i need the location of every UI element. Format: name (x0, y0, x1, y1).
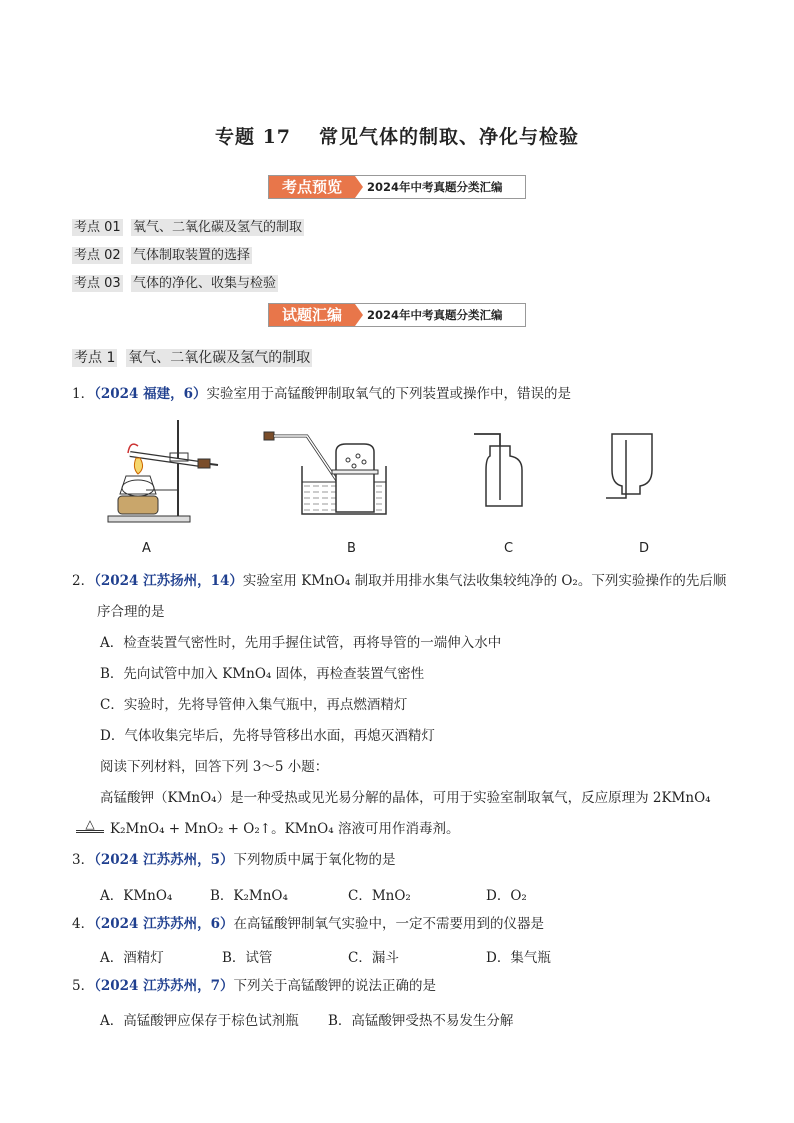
option: D．O₂ (486, 888, 527, 904)
question-5: 5．（2024 江苏苏州，7）下列关于高锰酸钾的说法正确的是 (72, 978, 437, 994)
option: A．酒精灯 (100, 950, 164, 966)
question-4: 4．（2024 江苏苏州，6）在高锰酸钾制氧气实验中，一定不需要用到的仪器是 (72, 916, 545, 932)
option: D．集气瓶 (486, 950, 551, 966)
question-2: 2．（2024 江苏扬州，14）实验室用 KMnO₄ 制取并用排水集气法收集较纯净的 O₂。下列实验操作的先后顺 (72, 573, 727, 589)
option: C．MnO₂ (348, 888, 411, 904)
title-number: 专题 17 (214, 126, 292, 148)
material-line-1: 高锰酸钾（KMnO₄）是一种受热或见光易分解的晶体，可用于实验室制取氧气，反应原理为 2KMnO₄ (100, 790, 711, 806)
badge-subtitle: 2024年中考真题分类汇编 (367, 180, 503, 194)
material-intro: 阅读下列材料，回答下列 3～5 小题： (100, 759, 329, 775)
option: B．先向试管中加入 KMnO₄ 固体，再检查装置气密性 (100, 666, 425, 682)
kaodian-item: 考点 01 氧气、二氧化碳及氢气的制取 (74, 220, 302, 235)
option: A．检查装置气密性时，先用手握住试管，再将导管的一端伸入水中 (100, 635, 502, 651)
option: C．漏斗 (348, 950, 399, 966)
apparatus-label-d: D (639, 541, 650, 556)
material-line-2: K₂MnO₄ + MnO₂ + O₂↑。KMnO₄ 溶液可用作消毒剂。 (110, 821, 460, 837)
reaction-condition: △ (76, 818, 104, 833)
question-2-cont: 序合理的是 (97, 604, 165, 620)
question-3: 3．（2024 江苏苏州，5）下列物质中属于氧化物的是 (72, 852, 396, 868)
apparatus-label-b: B (347, 541, 356, 556)
option: B．试管 (222, 950, 273, 966)
section-heading: 考点 1 氧气、二氧化碳及氢气的制取 (74, 350, 311, 366)
apparatus-a-diagram (100, 416, 225, 526)
apparatus-d-diagram (598, 430, 658, 510)
kaodian-item: 考点 02 气体制取装置的选择 (74, 248, 250, 263)
option: B．高锰酸钾受热不易发生分解 (328, 1013, 514, 1029)
apparatus-b-diagram (262, 430, 392, 518)
apparatus-label-a: A (142, 541, 151, 556)
title-text: 常见气体的制取、净化与检验 (319, 126, 580, 148)
badge-subtitle: 2024年中考真题分类汇编 (367, 308, 503, 322)
apparatus-label-c: C (504, 541, 514, 556)
apparatus-c-diagram (470, 430, 530, 510)
question-1: 1．（2024 福建，6）实验室用于高锰酸钾制取氧气的下列装置或操作中，错误的是 (72, 386, 572, 402)
badge-tag: 考点预览 (269, 176, 355, 198)
badge-tag: 试题汇编 (269, 304, 355, 326)
section-badge-questions (268, 303, 526, 327)
page-title (0, 122, 794, 149)
section-badge-preview (268, 175, 526, 199)
option: D．气体收集完毕后，先将导管移出水面，再熄灭酒精灯 (100, 728, 435, 744)
option: B．K₂MnO₄ (210, 888, 288, 904)
option: A．高锰酸钾应保存于棕色试剂瓶 (100, 1013, 299, 1029)
kaodian-item: 考点 03 气体的净化、收集与检验 (74, 276, 276, 291)
option: C．实验时，先将导管伸入集气瓶中，再点燃酒精灯 (100, 697, 408, 713)
option: A．KMnO₄ (100, 888, 173, 904)
